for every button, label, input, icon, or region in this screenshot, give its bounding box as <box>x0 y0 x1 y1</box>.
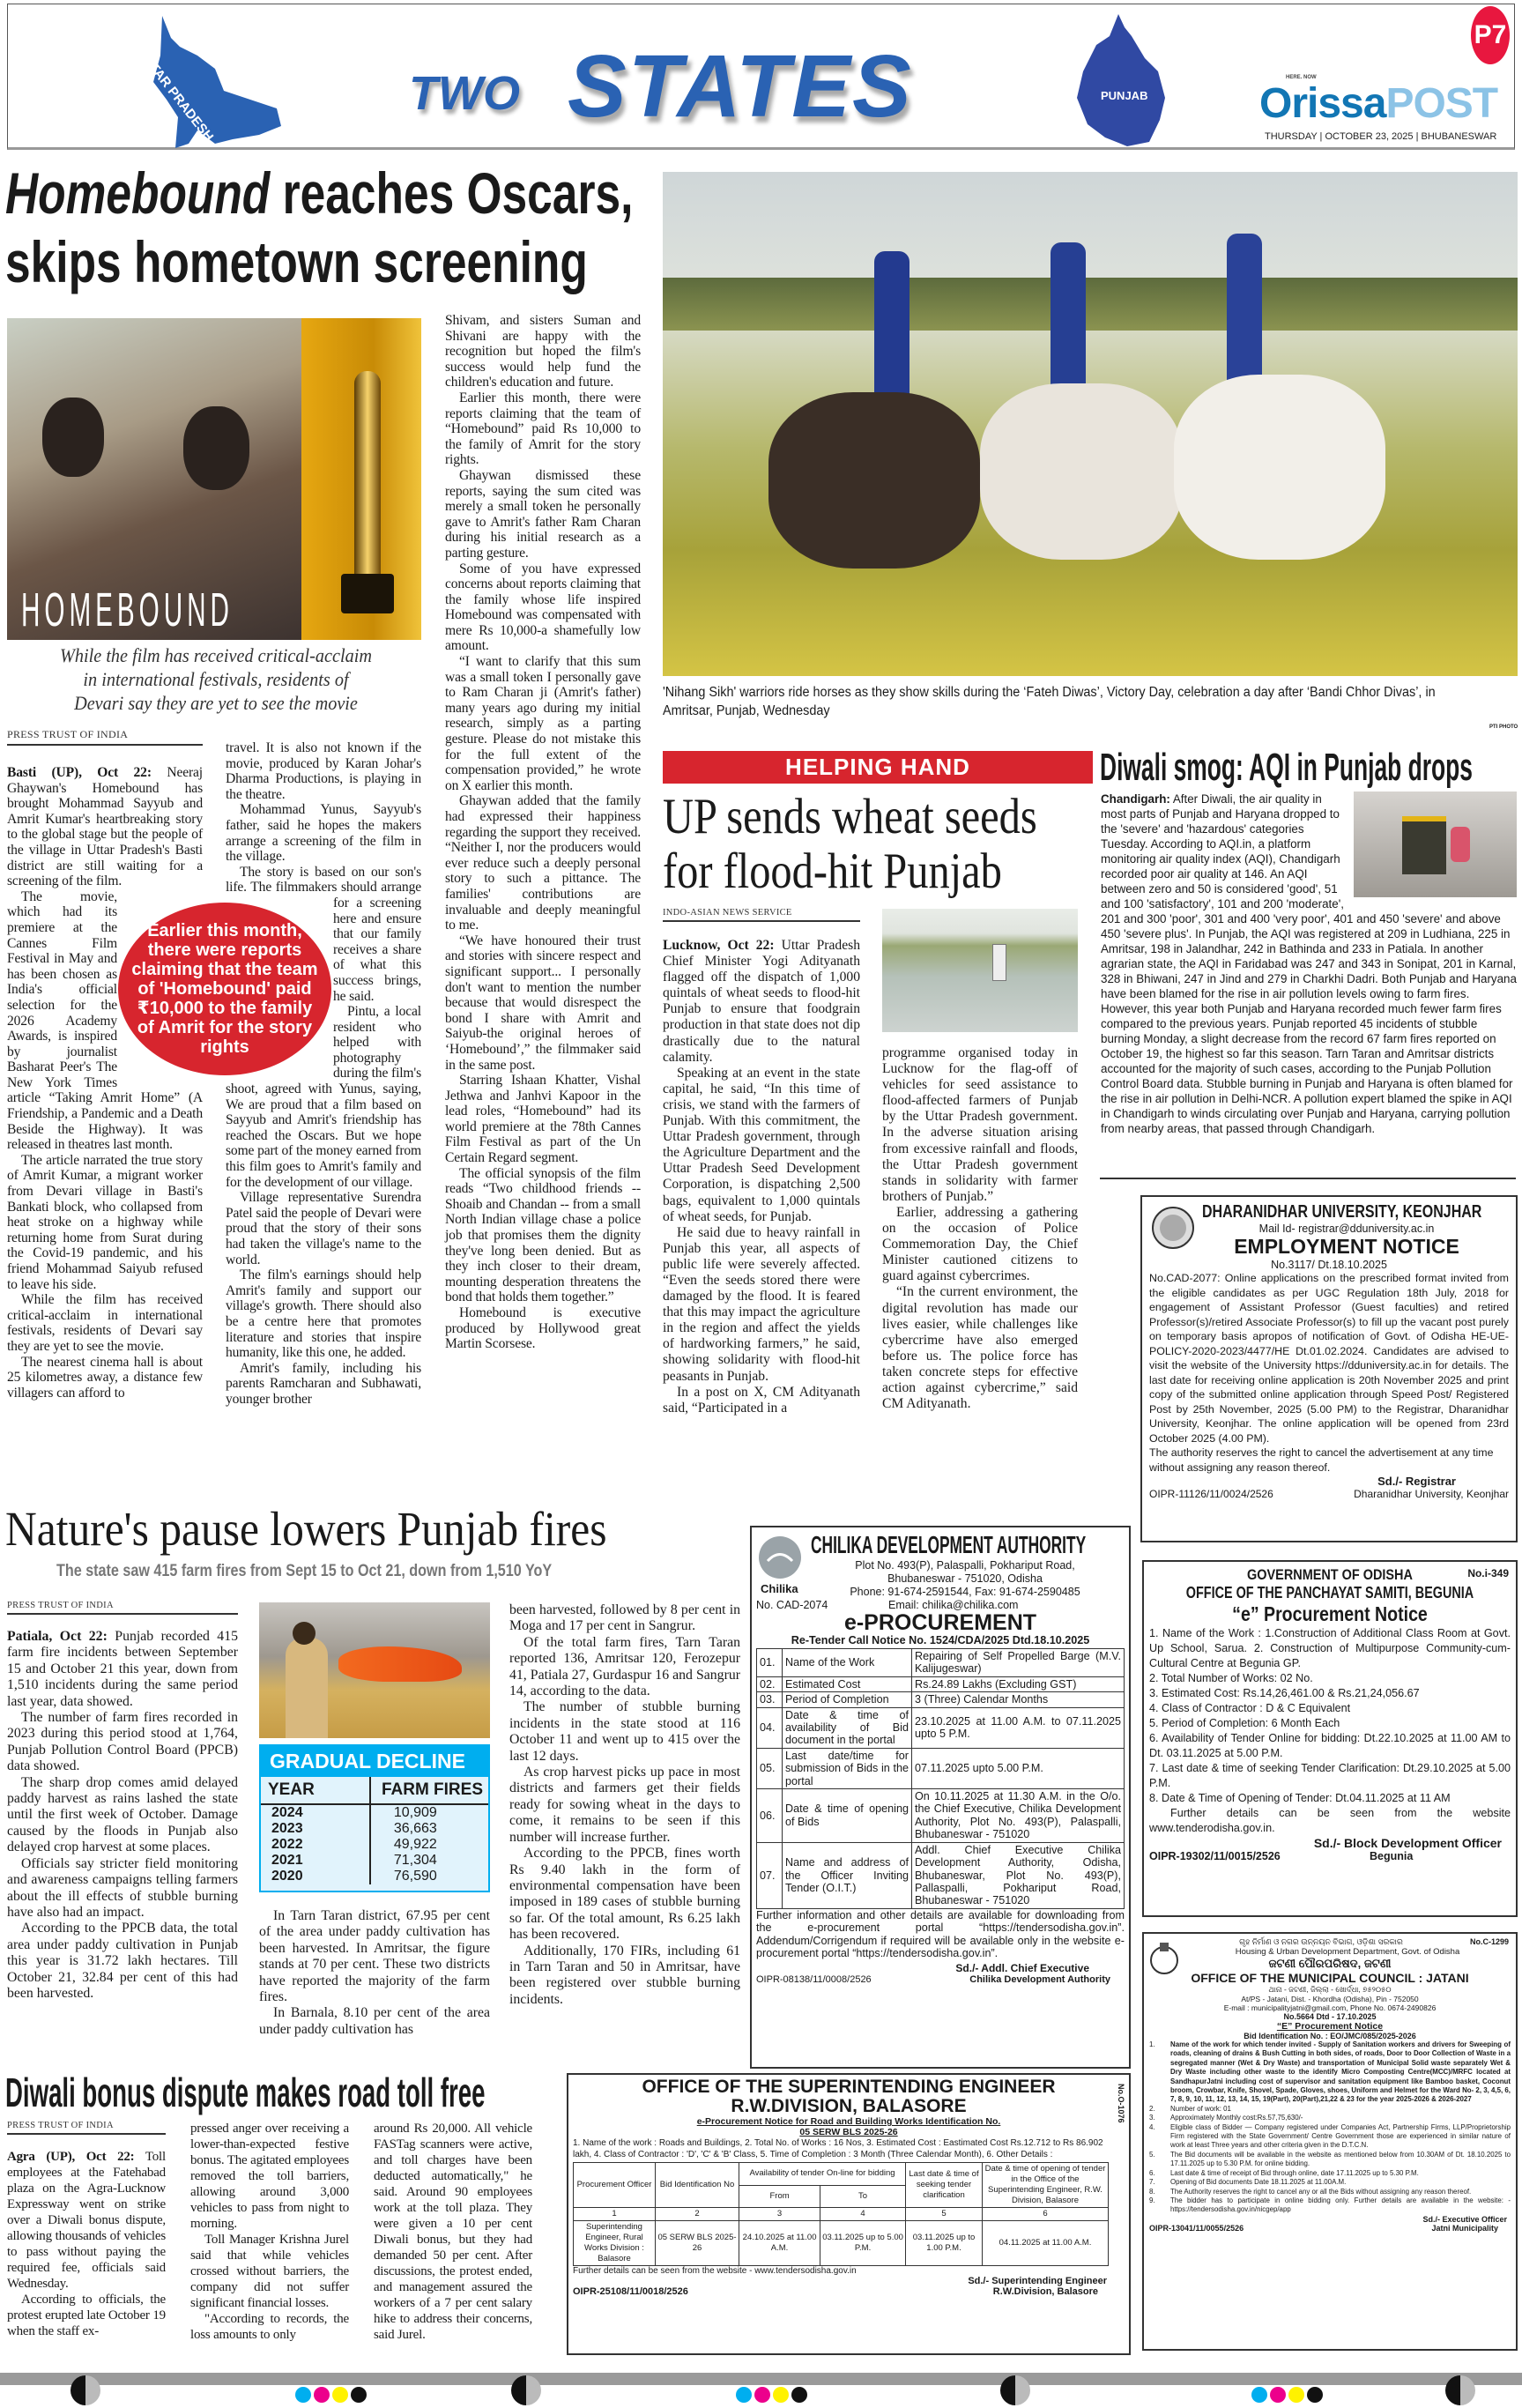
list-item <box>1149 2114 1511 2122</box>
headline-text: Diwali smog: AQI in Punjab drops <box>1100 746 1473 789</box>
notice-signatory-office: Dharanidhar University, Keonjhar <box>1354 1488 1509 1500</box>
paragraph <box>7 1629 238 1710</box>
paragraph-text: Neeraj Ghaywan's Homebound has brought Mohammad Sayyub and Amrit Kumar's heartbreaking story to the global stage but the people of the village in Uttar Pradesh's Basti district are still waiting for a screening of the film. <box>7 765 203 889</box>
table-cell: Estimated Cost <box>783 1676 912 1691</box>
notice-title: DHARANIDHAR UNIVERSITY, KEONJHAR <box>1202 1202 1482 1222</box>
notice-office: R.W.DIVISION, BALASORE <box>731 2096 967 2116</box>
punjab-map-icon <box>1061 10 1184 151</box>
smog-headline <box>1100 746 1519 790</box>
paragraph: “I want to clarify that this sum was a small token I personally gave to Ram Charan ji (Amrit's father) many years ago during my initial research, simply as a parting gesture. Please do not mistake this for the full extent of the compensation provided,” he wrote on X earlier this month. <box>445 654 641 793</box>
address-line: Plot No. 493(P), Palaspalli, Pokhariput Road, <box>855 1559 1075 1572</box>
table-row <box>757 1692 1125 1707</box>
paragraph: The nearest cinema hall is about 25 kilometres away, a distance few villagers can afford to <box>7 1354 203 1401</box>
table-cell: 3 (Three) Calendar Months <box>912 1692 1125 1707</box>
table-cell: Date & time of availability of Bid document in the portal <box>783 1707 912 1748</box>
paragraph: The film's earnings should help Amrit's family and support our village's growth. There should also be a centre here that promotes literature and stories that inspire humanity, like this one, he added. <box>226 1267 421 1361</box>
yellow-dot-icon <box>773 2387 789 2403</box>
list-item: 2. Total Number of Works: 02 No. <box>1149 1672 1313 1684</box>
notice-ref: Re-Tender Call Notice No. 1524/CDA/2025 Dtd.18.10.2025 <box>791 1634 1090 1646</box>
paragraph-text: Punjab recorded 415 farm fire incidents between September 15 and October 21 this year, down from 1,510 incidents during the same period last year, data showed. <box>7 1629 239 1709</box>
notice-signatory-office: Begunia <box>1370 1850 1414 1862</box>
dateline: Chandigarh: <box>1101 792 1170 806</box>
notice-heading: e-PROCUREMENT <box>843 1610 1037 1635</box>
section-kicker: HELPING HAND <box>663 751 1093 784</box>
list-item <box>1149 2169 1511 2178</box>
paragraph: As crop harvest picks up pace in most districts and farmers get their fields ready for sowing wheat in the days to come, it remains to be seen if this number will increase further. <box>509 1765 740 1845</box>
dateline: Basti (UP), Oct 22: <box>7 765 152 780</box>
odisha-emblem-icon <box>1149 1941 1179 1976</box>
oipr-number: OIPR-11126/11/0024/2526 <box>1149 1488 1273 1500</box>
paragraph: been harvested, followed by 8 per cent in Moga and 17 per cent in Sangrur. <box>509 1602 740 1634</box>
paragraph: The article narrated the true story of Amrit Kumar, a migrant worker from Devari village in Basti's Bankati block, who collapsed from heat stroke on a highway while returning home from Surat during the Covid-19 pandemic, and his friend Mohammad Saiyub refused to leave his side. <box>7 1152 203 1292</box>
page-number-badge: P7 <box>1471 6 1510 64</box>
notice-body-2: The authority reserves the right to cancel the advertisement at any time without assigning any reason thereof. <box>1149 1446 1494 1474</box>
table-cell: Name of the Work <box>783 1649 912 1677</box>
paragraph-text: Toll employees at the Fatehabad plaza on the Agra-Lucknow Expressway went on strike over a Diwali bonus dispute, allowing thousands of vehicles to pass without paying the required fee, officials said Wednesday. <box>7 2150 166 2291</box>
table-cell: Period of Completion <box>783 1692 912 1707</box>
print-registration-bar <box>0 2373 1522 2408</box>
notice-number: No.3117/ Dt.18.10.2025 <box>1271 1259 1387 1271</box>
yellow-dot-icon <box>332 2387 348 2403</box>
paragraph: In Barnala, 8.10 per cent of the area under paddy cultivation has <box>259 2005 490 2037</box>
table-row <box>261 1837 488 1853</box>
table-cell: 03.11.2025 up to 5.00 P.M. <box>820 2221 906 2266</box>
notice-heading: EMPLOYMENT NOTICE <box>1234 1235 1459 1258</box>
headline-film-title: Homebound <box>5 160 271 226</box>
list-item: 1. Name of the Work : 1.Construction of Additional Class Room at Govt. Up School, Sarua. 2. Construction of Multipurpose Community-cum-Cultural Centre at Begunia GP. <box>1149 1627 1511 1669</box>
list-number: 7. <box>1149 2178 1155 2187</box>
yellow-dot-icon <box>1288 2387 1304 2403</box>
table-cell: 49,922 <box>393 1837 437 1852</box>
paragraph: Mohammad Yunus, Sayyub's father, said he hopes the makers arrange a screening of the film in the village. <box>226 802 421 865</box>
further-details: Further details can be seen from the website www.tenderodisha.gov.in. <box>1149 1807 1511 1834</box>
black-dot-icon <box>1307 2387 1323 2403</box>
notice-signatory: Sd./- Registrar <box>1377 1475 1456 1488</box>
notice-signatory: Sd./- Addl. Chief Executive <box>955 1962 1089 1975</box>
table-cell: 76,590 <box>393 1869 437 1884</box>
paragraph: programme organised today in Lucknow for the flag-off of vehicles for seed assistance to flood-affected farmers of Punjab by the Uttar Pradesh government. In the adverse situation arising from excessive rainfall and floods, the Uttar Pradesh government stands in solidarity with farmer brothers of Punjab.” <box>882 1045 1078 1204</box>
table-row <box>261 1821 488 1837</box>
table-cell: 1 <box>574 2208 656 2221</box>
paragraph: While the film has received critical-acclaim in international festivals, residents of Devari say they are yet to see the movie. <box>7 1292 203 1354</box>
fires-subhead: The state saw 415 farm fires from Sept 15 to Oct 21, down from 1,510 YoY <box>56 1562 553 1580</box>
oipr-number: OIPR-08138/11/0008/2526 <box>756 1974 872 1986</box>
paragraph: The official synopsis of the film reads “Two childhood friends -- Shoaib and Chandan -- from a small North Indian village chase a police job that promises them the dignity they've long been denied. But as they inch closer to their dream, mounting desperation threatens the bond that holds them together.” <box>445 1165 641 1305</box>
list-item: 3. Estimated Cost: Rs.14,26,461.00 & Rs.21,24,056.67 <box>1149 1687 1420 1699</box>
list-item: 6. Availability of Tender Online for bidding: Dt.22.10.2025 at 11.00 AM to Dt. 03.11.2025 at 5.00 P.M. <box>1149 1732 1511 1759</box>
table-cell: 2024 <box>261 1804 370 1821</box>
paragraph: According to the PPCB, fines worth Rs 9.40 lakh in the form of environmental compensation have been imposed in 189 cases of stubble burning so far. Of the total amount, Rs 6.25 lakh has been recovered. <box>509 1846 740 1943</box>
photo-caption: 'Nihang Sikh' warriors ride horses as they show skills during the ‘Fateh Diwas’, Victory Day, celebration a day after ‘Bandi Chhor Divas’, in Amritsar, Punjab, Wednesday <box>663 685 1436 718</box>
table-cell: Rs.24.89 Lakhs (Excluding GST) <box>912 1676 1125 1691</box>
notice-body: 1. Name of the work : Roads and Buildings, 2. Total No. of Works : 16 Nos, 3. Estimated Cost : Eastimated Cost Rs.12.712 to Rs 86.902 lakh, 4. Class of Contractor : 'D', 'C' & 'B' Class, 5. Time of Completion : 3 Month (Three Calendar Month), 6. Other Details : <box>573 2138 1103 2159</box>
table-cell: 2021 <box>261 1853 370 1869</box>
paragraph: Some of you have expressed concerns about reports claiming that the family whose life inspired Homebound was compensated with mere Rs 10,000-a shamefully low amount. <box>445 561 641 654</box>
paragraph: Earlier this month, there were reports claiming that the team of “Homebound” paid Rs 10,000 to the family of Amrit for the story rights. <box>445 390 641 468</box>
tender-table <box>573 2162 1109 2266</box>
notice-number: No.i-349 <box>1467 1567 1509 1579</box>
dateline: Patiala, Oct 22: <box>7 1629 108 1644</box>
paragraph: According to the PPCB data, the total area under paddy cultivation in Punjab this year is 31.72 lakh hectares. Till October 21, 32.84 per cent of this had been harvested. <box>7 1921 238 2001</box>
list-number: 6. <box>1149 2168 1155 2177</box>
column-header: Availability of tender On-line for bidding <box>739 2163 906 2186</box>
notice-heading: “e” Procurement Notice <box>1232 1602 1428 1625</box>
contact: E-mail : municipalityjatni@gmail.com, Phone No. 0674-2490826 <box>1223 2003 1437 2012</box>
further-details: Further details can be seen from the website - www.tendersodisha.gov.in <box>573 2266 857 2276</box>
department-odia: ଗୃହ ନିର୍ମାଣ ଓ ନଗର ଉନ୍ନୟନ ବିଭାଗ, ଓଡ଼ିଶା ସରକାର <box>1239 1937 1403 1946</box>
table-cell: 2023 <box>261 1821 370 1837</box>
uttar-pradesh-label: UTTAR PRADESH <box>135 47 217 145</box>
paragraph: Pintu, a local resident who helped with photography during the film's shoot, agreed with Yunus, saying, We are proud that a film based on Sayyub and Amrit's friendship has reached the Oscars. But we hope some part of the money earned from this film goes to Amrit's family and for the development of our village. <box>226 1004 421 1190</box>
bid-identification: Bid Identification No. : EO/JMC/085/2025-2026 <box>1244 2032 1416 2040</box>
list-number: 8. <box>1149 2187 1155 2196</box>
byline: PRESS TRUST OF INDIA <box>7 2121 166 2135</box>
list-text: The Authority reserves the right to cancel any or all the Bids without assigning any reason thereof. <box>1170 2187 1472 2196</box>
list-number: 3. <box>1149 2114 1155 2122</box>
list-text: Eligible class of Bidder — Company registered under Companies Act, Partnership Firms, LLP/Proprietorship Firm registered with the State Government/ Centre Government those are experienced in similar nature of work at least Three years and other criteria given in the D.T.C.N. <box>1170 2122 1511 2150</box>
registration-mark-icon <box>71 2375 100 2405</box>
column-header: Last date & time of seeking tender clarification <box>906 2163 983 2208</box>
paragraph: In a post on X, CM Adityanath said, “Participated in a <box>663 1384 860 1416</box>
list-item <box>1149 2151 1511 2169</box>
table-row <box>757 1748 1125 1788</box>
table-cell: 4 <box>820 2208 906 2221</box>
paragraph: Toll Manager Krishna Jurel said that while vehicles crossed without barriers, the company did not suffer significant financial losses. <box>190 2233 349 2310</box>
logo-part-orissa: Orissa <box>1259 80 1386 127</box>
dateline: Lucknow, Oct 22: <box>663 938 775 953</box>
notice-number: No. CAD-2074 <box>756 1599 828 1611</box>
table-cell: 36,663 <box>393 1821 437 1836</box>
table-cell: 01. <box>757 1649 783 1677</box>
black-dot-icon <box>351 2387 367 2403</box>
article-column-3 <box>374 2121 532 2343</box>
paragraph-text: Uttar Pradesh Chief Minister Yogi Adityanath flagged off the dispatch of 1,000 quintals of wheat seeds to flood-hit Punjab to ensure that foodgrain production in that state does not dip drastically due to the natural calamity. <box>663 938 861 1065</box>
paragraph: “We have honoured their trust and stories with sincere respect and significant support... I personally don't want to mention the number because that would disrespect the bond I share with Amrit and Saiyub-the original heroes of ‘Homebound’,” the filmmaker said in the same post. <box>445 933 641 1073</box>
table-cell: 24.10.2025 at 11.00 A.M. <box>739 2221 820 2266</box>
headline-line-2: skips hometown screening <box>5 229 588 294</box>
cyan-dot-icon <box>295 2387 311 2403</box>
notice-heading: “E” Procurement Notice <box>1276 2021 1384 2032</box>
notice-signatory-office: Jatni Municipality <box>1431 2223 1498 2233</box>
address-line: Bhubaneswar - 751020, Odisha <box>887 1572 1043 1585</box>
office-title: OFFICE OF THE MUNICIPAL COUNCIL : JATANI <box>1191 1971 1469 1985</box>
paragraph: Additionally, 170 FIRs, including 61 in Tarn Taran and 50 in Amritsar, have been registered over stubble burning incidents. <box>509 1943 740 2007</box>
section-title-two: TWO <box>409 67 520 120</box>
headline-text: UP sends wheat seeds for flood-hit Punjab <box>663 790 1037 899</box>
flooded-field-photo <box>882 909 1078 1032</box>
registration-mark-icon <box>511 2375 541 2405</box>
address: At/PS - Jatani, Dist. - Khordha (Odisha), Pin - 752050 <box>1241 1995 1419 2003</box>
list-number: 5. <box>1149 2150 1155 2159</box>
table-cell: On 10.11.2025 at 11.30 A.M. in the O/o. the Chief Executive, Chilika Development Authority, Plot No. 493(P), Palaspalli, Bhubaneswar - 751020 <box>912 1789 1125 1843</box>
table-row <box>757 1842 1125 1908</box>
chilika-logo-text: Chilika <box>761 1582 798 1595</box>
list-item <box>1149 2105 1511 2114</box>
article-column-1 <box>7 2149 166 2339</box>
notice-signatory-office: R.W.Division, Balasore <box>992 2286 1098 2297</box>
oscar-statuette-image <box>301 318 421 640</box>
notice-number: No.C-1299 <box>1469 1937 1509 1946</box>
table-row <box>757 1707 1125 1748</box>
notice-signatory: Sd./- Block Development Officer <box>1313 1836 1502 1850</box>
address-odia: ଥାନା - ଜଟଣୀ, ଜିଲ୍ଲା - ଖୋର୍ଦ୍ଧା, ୭୫୨୦୫୦ <box>1268 1985 1392 1994</box>
notice-office: OFFICE OF THE PANCHAYAT SAMITI, BEGUNIA <box>1185 1584 1474 1602</box>
headline-part: reaches Oscars, <box>270 160 634 226</box>
table-cell: 02. <box>757 1676 783 1691</box>
article-column-3 <box>509 1602 740 2008</box>
article-column-2 <box>882 1045 1078 1412</box>
brand-tagline: HERE. NOW <box>1286 75 1317 80</box>
column-header-year: YEAR <box>261 1777 370 1804</box>
list-text: Name of the work for which tender invited - Supply of Sanitation workers and drivers for Sweeping of roads, cleaning of drains & Bush Cutting in both sides, of roads, Door to Door Collection of Waste in a segregated manner (Wet & Dry Waste) and transportation of Municipal Solid waste separately Wet & Dry Waste including other waste to the identify Micro Composting Centre(MCC)/MRFC located at SandhapurJatni including cost of supervisor and sanitation equipment like Bamboo basket, Coconut broom, Crowbar, Knife, Shovel, Spade, Gloves, shoes, Uniform and Helmet for the Ward No- 2, 3, 4,5, 6, 7, 8, 9, 10, 11, 12, 13, 14, 15, 19(Part), 20(Part),21,22 & 23 for the year 2025-2026 & 2026-2027 <box>1170 2040 1511 2104</box>
list-number: 9. <box>1149 2196 1155 2204</box>
farm-fires-table <box>259 1744 490 1892</box>
table-row <box>261 1804 488 1821</box>
balasore-tender-ad <box>567 2073 1131 2355</box>
table-row <box>757 1789 1125 1843</box>
column-subheader: To <box>820 2185 906 2208</box>
section-title-states: STATES <box>568 37 913 136</box>
article-column-1 <box>7 1629 238 2002</box>
table-cell: 05 SERW BLS 2025-26 <box>656 2221 739 2266</box>
article-column-2 <box>190 2121 349 2343</box>
paragraph: Officials say stricter field monitoring and awareness campaigns telling farmers about the ill effects of stubble burning have also had an impact. <box>7 1855 238 1920</box>
paragraph: pressed anger over receiving a lower-than-expected festive bonus. The agitated employees removed the toll barriers, allowing around 3,000 vehicles to pass from night to morning. <box>190 2122 349 2231</box>
homebound-headline <box>5 159 657 308</box>
paragraph: Speaking at an event in the state capital, he said, “In this time of crisis, we stand with the farmers of Punjab. With this commitment, the Uttar Pradesh government, through the Agriculture Department and the Uttar Pradesh Seed Development Corporation, is dispatching 2,500 bags, equivalent to 1,000 quintals of wheat seeds, for Punjab. <box>663 1065 860 1224</box>
stubble-burning-photo <box>259 1602 490 1738</box>
cyan-dot-icon <box>736 2387 752 2403</box>
notice-title: GOVERNMENT OF ODISHA <box>1247 1566 1413 1583</box>
table-cell: 6 <box>983 2208 1109 2221</box>
cyan-dot-icon <box>1251 2387 1267 2403</box>
notice-signatory-office: Chilika Development Authority <box>969 1974 1110 1986</box>
fires-headline <box>5 1500 746 1562</box>
article-column-2 <box>226 740 421 1408</box>
table-cell: 04.11.2025 at 11.00 A.M. <box>983 2221 1109 2266</box>
list-text: Last date & time of receipt of Bid through online, date 17.11.2025 up to 5.30 P.M. <box>1170 2168 1419 2177</box>
table-cell: 07. <box>757 1842 783 1908</box>
paragraph: The sharp drop comes amid delayed paddy harvest as rains lashed the state until the first week of October. Damage caused by the floods in Punjab also delayed crop harvest at some places. <box>7 1774 238 1855</box>
article-body: After Diwali, the air quality in most parts of Punjab and Haryana dropped to the 'severe' and 'hazardous' categories Tuesday. According to AQI.in, a platform monitoring air quality index (AQI), Chandigarh recorded poor air quality at 146. An AQI between zero and 50 is considered 'good', 51 and 100 'satisfactory', 101 and 200 'moderate', 201 and 300 'poor', 301 and 400 'very poor', 401 and 450 'severe' and above 450 'severe plus'. In Punjab, the AQI was registered at 209 in Ludhiana, 225 in Amritsar, 198 in Jalandhar, 242 in Bathinda and 233 in Patiala. In another agrarian state, the AQI in Faridabad was 247 and 343 in Sonipat, 201 in Karnal, 328 in Bhiwani, 247 in Jind and 279 in Charkhi Dadri. Both Punjab and Haryana have been blamed for the rise in air pollution levels owing to farm fires. However, this year both Punjab and Haryana recorded much fewer farm fires compared to the previous years. Punjab reported 45 incidents of stubble burning Monday, a slight decrease from the record 67 farm fires reported on October 19, the highest so far this season. Tarn Taran and Amritsar districts accounted for the majority of such cases, according to the Punjab Pollution Control Board data. Stubble burning in Punjab and Haryana is often blamed for the rise in air pollution in Delhi-NCR. A pollution expert blamed the spike in AQI in Chandigarh to winds circulating over Punjab and Haryana, carrying pollution from nearby areas, that passed through Chandigarh. <box>1101 792 1517 1135</box>
photo-credit: PTI PHOTO <box>1489 725 1518 730</box>
notice-body: No.CAD-2077: Online applications on the prescribed format invited from the eligible candidates as per UGC Regulation 18th July, 2018 for engagement of Assistant Professor (Guest faculties) and retired Professor(s)/retired Associate Professor(s) to fill up the vacant post purely on temporary basis apropos of notification of Govt. of Odisha HE-UE-POLICY-2020-2023/4477/HE Dt.01.02.2024. Candidates are advised to visit the website of the University https://dduniversity.ac.in for details. The last date for receiving online application is 20th November 2025 and print copy of the submitted online application through Speed Post/ Registered Post by 25th November, 2025 (5.00 PM) to the Registrar, Dharanidhar University, Keonjhar. The online application will be opened from 23rd October 2025 (4.00 PM). <box>1149 1272 1509 1445</box>
notice-number: No.O-1076 <box>1117 2084 1125 2123</box>
paragraph: Shivam, and sisters Suman and Shivani are happy with the recognition but hoped the film's success would help fund the children's education and future. <box>445 313 641 390</box>
table-cell: 3 <box>739 2208 820 2221</box>
headline-text: Nature's pause lowers Punjab fires <box>5 1502 607 1556</box>
table-cell: 2022 <box>261 1837 370 1853</box>
paragraph: "According to records, the loss amounts to only <box>190 2312 349 2342</box>
paragraph: According to officials, the protest erupted late October 19 when the staff ex- <box>7 2293 166 2338</box>
list-item: 7. Last date & time of seeking Tender Clarification: Dt.29.10.2025 at 5.00 P.M. <box>1149 1762 1511 1789</box>
table-cell: Date & time of opening of Bids <box>783 1789 912 1843</box>
oipr-number: OIPR-13041/11/0055/2526 <box>1149 2223 1244 2233</box>
employment-notice-ad <box>1140 1195 1518 1542</box>
table-cell: 05. <box>757 1748 783 1788</box>
paragraph: He said due to heavy rainfall in Punjab this year, all aspects of public life were severely affected. “Even the seeds stored there were damaged by the flood. It is feared that this may impact the agriculture in the region and affect the yields of hardworking farmers,” he said, showing solidarity with flood-hit peasants in Punjab. <box>663 1224 860 1384</box>
table-cell: 03.11.2025 up to 1.00 P.M. <box>906 2221 983 2266</box>
registration-mark-icon <box>1445 2375 1475 2405</box>
paragraph: Homebound is executive produced by Hollywood great Martin Scorsese. <box>445 1305 641 1352</box>
paragraph: around Rs 20,000. All vehicle FASTag scanners were active, and toll charges have been deducted automatically," he said. Around 90 employees work at the toll plaza. They were given a 10 per cent Diwali bonus, but they had demanded 50 per cent. After discussions, the protest ended, and management assured the workers of a 7 per cent salary hike to address their concerns, said Jurel. <box>374 2122 532 2342</box>
table-cell: 2 <box>656 2208 739 2221</box>
notice-footer: Further information and other details are available for downloading from the e-procurement portal “https://tendersodisha.gov.in”. Addendum/Corrigendum if required will be available only in the website e-procurement portal “https://tendersodisha.gov.in”. <box>756 1908 1125 1959</box>
department: Housing & Urban Development Department, Govt. of Odisha <box>1235 1947 1460 1957</box>
table-cell: Last date/time for submission of Bids in the portal <box>783 1748 912 1788</box>
logo-part-post: POST <box>1385 80 1498 127</box>
chilika-logo-icon <box>757 1535 803 1580</box>
table-cell: 23.10.2025 at 11.00 A.M. to 07.11.2025 upto 5 P.M. <box>912 1707 1125 1748</box>
table-cell: Name and address of the Officer Inviting Tender (O.I.T.) <box>783 1842 912 1908</box>
list-text: The Bid documents will be available in the website as mentioned below from 10.30AM of Dt. 18.10.2025 to 17.11.2025 up to 5.30 P.M. for online bidding. <box>1170 2150 1511 2168</box>
table-row <box>757 1676 1125 1691</box>
paragraph: Village representative Surendra Patel said the people of Devari were proud that the story of their sons had taken the village's name to the world. <box>226 1190 421 1267</box>
toll-headline <box>5 2070 561 2117</box>
byline: PRESS TRUST OF INDIA <box>7 1601 238 1615</box>
registration-mark-icon <box>1000 2375 1030 2405</box>
divider <box>1100 1178 1516 1179</box>
paragraph: Of the total farm fires, Tarn Taran reported 136, Amritsar 120, Ferozepur 41, Patiala 27, Gurdaspur 16 and Sangrur 14, according to the data. <box>509 1634 740 1699</box>
oipr-number: OIPR-19302/11/0015/2526 <box>1149 1850 1281 1862</box>
table-cell: 03. <box>757 1692 783 1707</box>
notice-signatory: Sd./- Superintending Engineer <box>968 2276 1107 2286</box>
wheat-headline <box>663 790 1093 903</box>
paragraph: The movie, which had its premiere at the Cannes Film Festival in May and has been chosen as India's official selection for the 2026 Academy Awards, is inspired by journalist Basharat Peer's The New York Times article “Taking Amrit Home” (A Friendship, a Pandemic and a Death Beside the Highway). It was released in theatres last month. <box>7 888 203 1153</box>
table-row <box>261 1853 488 1869</box>
notice-subtitle: e-Procurement Notice for Road and Building Works Identification No. <box>696 2116 1001 2127</box>
table-cell: Repairing of Self Propelled Barge (M.V. Kalijugeswar) <box>912 1649 1125 1677</box>
magenta-dot-icon <box>1270 2387 1286 2403</box>
smog-article <box>1101 792 1517 1136</box>
list-item <box>1149 2040 1511 2105</box>
list-number: 2. <box>1149 2104 1155 2113</box>
column-header-farm-fires: FARM FIRES <box>381 1780 483 1799</box>
article-column-1 <box>663 938 860 1416</box>
issue-dateline: THURSDAY | OCTOBER 23, 2025 | BHUBANESWAR <box>1265 131 1497 142</box>
table-cell: 04. <box>757 1707 783 1748</box>
table-row <box>757 1649 1125 1677</box>
paragraph: The number of stubble burning incidents in the state stood at 116 October 11 and went up to 415 over the last 12 days. <box>509 1699 740 1764</box>
paragraph: The number of farm fires recorded in 2023 during this period stood at 1,764, Punjab Pollution Control Board (PPCB) data showed. <box>7 1710 238 1774</box>
list-number: 4. <box>1149 2122 1155 2131</box>
notice-title: OFFICE OF THE SUPERINTENDING ENGINEER <box>642 2077 1056 2097</box>
magenta-dot-icon <box>314 2387 330 2403</box>
notice-title: CHILIKA DEVELOPMENT AUTHORITY <box>811 1531 1087 1558</box>
table-row <box>261 1869 488 1884</box>
list-item: 4. Class of Contractor : D & C Equivalent <box>1149 1702 1351 1714</box>
list-text: Approximately Monthly cost:Rs.57,75,630/- <box>1170 2114 1303 2122</box>
table-cell: 2020 <box>261 1869 370 1884</box>
film-title-overlay: HOMEBOUND <box>21 583 234 636</box>
jatani-tender-ad <box>1142 1932 1518 2351</box>
list-item <box>1149 2178 1511 2187</box>
paragraph: Ghaywan added that the family had expressed their happiness regarding the support they received. “Neither I, nor the producers would ever reduce such a deeply personal story to such a pittance. The families' contributions are invaluable and deeply meaningful to me. <box>445 793 641 933</box>
uttar-pradesh-map-icon <box>127 11 303 152</box>
paragraph <box>7 2149 166 2292</box>
table-cell: 10,909 <box>393 1805 437 1820</box>
paragraph: Starring Ishaan Khatter, Vishal Jethwa and Janhvi Kapoor in the lead roles, “Homebound” had its world premiere at the 78th Cannes Film Festival as part of the Un Certain Regard segment. <box>445 1073 641 1166</box>
pull-quote: Earlier this month, there were reports claiming that the team of 'Homebound' paid ₹10,000 to the family of Amrit for the story rights <box>118 903 331 1075</box>
table-cell: 71,304 <box>393 1853 437 1868</box>
university-seal-icon <box>1151 1206 1195 1250</box>
column-subheader: From <box>739 2185 820 2208</box>
paragraph: travel. It is also not known if the movie, produced by Karan Johar's Dharma Productions, is playing in the theatre. <box>226 740 421 802</box>
table-title: GRADUAL DECLINE <box>261 1746 488 1777</box>
byline: INDO-ASIAN NEWS SERVICE <box>663 908 860 922</box>
paragraph <box>663 938 860 1066</box>
paragraph <box>7 765 203 889</box>
homebound-film-still <box>7 318 301 640</box>
list-text: Opening of Bid documents Date 18.11.2025 at 11.00A.M. <box>1170 2178 1347 2187</box>
notice-ref: No.5664 Dtd - 17.10.2025 <box>1283 2012 1377 2021</box>
punjab-label: PUNJAB <box>1101 89 1148 102</box>
page-header <box>7 4 1515 150</box>
paragraph: Ghaywan dismissed these reports, saying the sum cited was merely a small token he personally gave to Amrit's father Ram Charan during his initial research as a parting gesture. <box>445 467 641 561</box>
table-cell: 06. <box>757 1789 783 1843</box>
list-item <box>1149 2123 1511 2151</box>
paragraph: The story is based on our son's life. The filmmakers should arrange for a screening here and ensure that our family receives a share of what this success brings, he said. <box>226 864 421 1004</box>
table-cell: Superintending Engineer, Rural Works Division : Balasore <box>574 2221 656 2266</box>
chilika-tender-ad <box>750 1526 1131 2069</box>
column-header: Procurement Officer <box>574 2163 656 2208</box>
list-number: 1. <box>1149 2040 1155 2048</box>
identification-number: 05 SERW BLS 2025-26 <box>799 2127 898 2137</box>
notice-email: Mail Id- registrar@dduniversity.ac.in <box>1258 1223 1435 1235</box>
byline: PRESS TRUST OF INDIA <box>7 728 203 746</box>
column-header: Date & time of opening of tender in the Office of the Superintending Engineer, R.W. Division, Balasore <box>983 2163 1109 2208</box>
headline-text: Diwali bonus dispute makes road toll free <box>5 2070 486 2115</box>
list-item: 5. Period of Completion: 6 Month Each <box>1149 1717 1340 1729</box>
table-cell: 07.11.2025 upto 5.00 P.M. <box>912 1748 1125 1788</box>
oipr-number: OIPR-25108/11/0018/2526 <box>573 2286 688 2297</box>
paragraph: Amrit's family, including his parents Ramcharan and Subhawati, younger brother <box>226 1360 421 1407</box>
article-column-2 <box>259 1908 490 2038</box>
orissapost-logo <box>1259 82 1497 126</box>
article-column-1 <box>7 765 203 1401</box>
table-cell: 5 <box>906 2208 983 2221</box>
list-item <box>1149 2196 1511 2215</box>
magenta-dot-icon <box>754 2387 770 2403</box>
list-item <box>1149 2188 1511 2196</box>
column-header: Bid Identification No <box>656 2163 739 2208</box>
paragraph: “In the current environment, the digital revolution has made our lives easier, while challenges like cybercrime have also emerged before us. The police force has taken concrete steps for effective action against cybercrime,” said CM Adityanath. <box>882 1284 1078 1412</box>
list-text: Number of work: 01 <box>1170 2104 1231 2113</box>
article-column-3 <box>445 313 641 1352</box>
list-text: The bidder has to participate in online bidding only. Further details are available in the website: - https://tendersodisha.gov.in/nicgep/app <box>1170 2196 1511 2214</box>
email-line: Email: chilika@chilika.com <box>888 1599 1019 1611</box>
list-item: 8. Date & Time of Opening of Tender: Dt.04.11.2025 at 11 AM <box>1149 1792 1451 1804</box>
notice-signatory: Sd./- Executive Officer <box>1422 2214 1507 2224</box>
paragraph: Earlier, addressing a gathering on the occasion of Police Commemoration Day, the Chief Minister cautioned citizens to guard against cybercrimes. <box>882 1204 1078 1284</box>
table-cell: Addl. Chief Executive Chilika Development Authority, Odisha, Bhubaneswar, Plot No. 493(P), Pallaspalli, Pokhariput Road, Bhubaneswar - 751020 <box>912 1842 1125 1908</box>
photo-caption: While the film has received critical-acclaim in international festivals, residents of Devari say they are yet to see the movie <box>60 644 372 714</box>
nihang-warriors-photo <box>663 172 1518 676</box>
phone-line: Phone: 91-674-2591544, Fax: 91-674-2590485 <box>850 1586 1080 1598</box>
begunia-tender-ad <box>1142 1560 1518 1917</box>
office-title-odia: ଜଟଣୀ ପୌରପରିଷଦ, ଜଟଣୀ <box>1268 1957 1392 1970</box>
paragraph: In Tarn Taran district, 67.95 per cent of the area under paddy cultivation has been harvested. In Amritsar, the figure stands at 70 per cent. These two districts have reported the majority of the farm fires. <box>259 1908 490 2005</box>
dateline: Agra (UP), Oct 22: <box>7 2150 135 2164</box>
black-dot-icon <box>791 2387 807 2403</box>
